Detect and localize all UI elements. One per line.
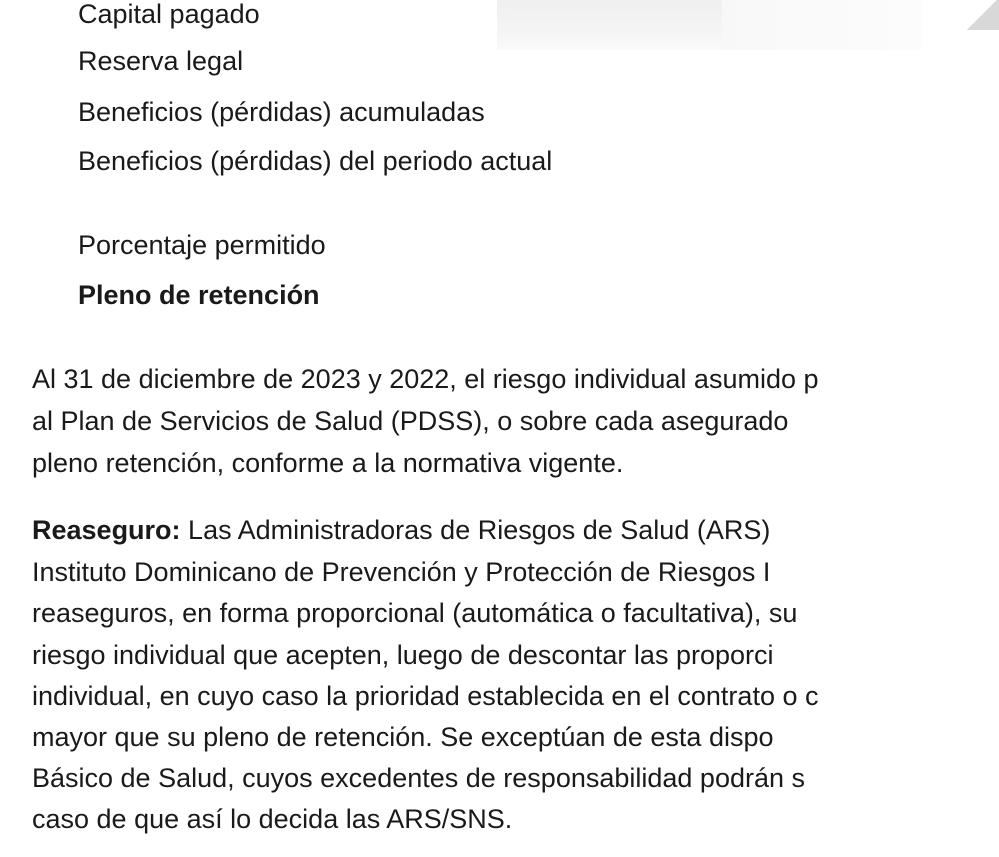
- paragraph-2-line-4: riesgo individual que acepten, luego de descontar las proporci: [32, 640, 774, 670]
- paragraph-2-line-1: [32, 514, 770, 546]
- paragraph-2-line-7: Básico de Salud, cuyos excedentes de responsabilidad podrán s: [32, 763, 806, 793]
- scan-artifact-light: [722, 0, 922, 50]
- corner-scan-mark: [965, 0, 999, 30]
- retention-limit-heading: Pleno de retención: [78, 280, 320, 310]
- paragraph-2-line-3: reaseguros, en forma proporcional (automática o facultativa), su: [32, 598, 798, 628]
- paragraph-2-line-2: Instituto Dominicano de Prevención y Protección de Riesgos I: [32, 557, 771, 587]
- paragraph-2-line-6: mayor que su pleno de retención. Se exceptúan de esta dispo: [32, 722, 774, 752]
- allowed-percentage-label: Porcentaje permitido: [78, 230, 326, 260]
- equity-item-current-period: Beneficios (pérdidas) del periodo actual: [78, 146, 553, 176]
- paragraph-2-line-5: individual, en cuyo caso la prioridad establecida en el contrato o c: [32, 681, 819, 711]
- equity-item-reserve: Reserva legal: [78, 46, 244, 76]
- paragraph-2-line-8: caso de que así lo decida las ARS/SNS.: [32, 804, 513, 834]
- paragraph-1-line-3: pleno retención, conforme a la normativa vigente.: [32, 448, 624, 478]
- equity-item-capital: Capital pagado: [78, 0, 260, 29]
- scan-artifact: [497, 0, 722, 50]
- reinsurance-label: Reaseguro:: [32, 515, 181, 545]
- paragraph-1-line-2: al Plan de Servicios de Salud (PDSS), o sobre cada asegurado: [32, 406, 789, 436]
- paragraph-2-line-1-text: Las Administradoras de Riesgos de Salud (ARS): [180, 515, 771, 545]
- paragraph-1-line-1: Al 31 de diciembre de 2023 y 2022, el riesgo individual asumido p: [32, 364, 819, 394]
- equity-item-accumulated: Beneficios (pérdidas) acumuladas: [78, 97, 485, 127]
